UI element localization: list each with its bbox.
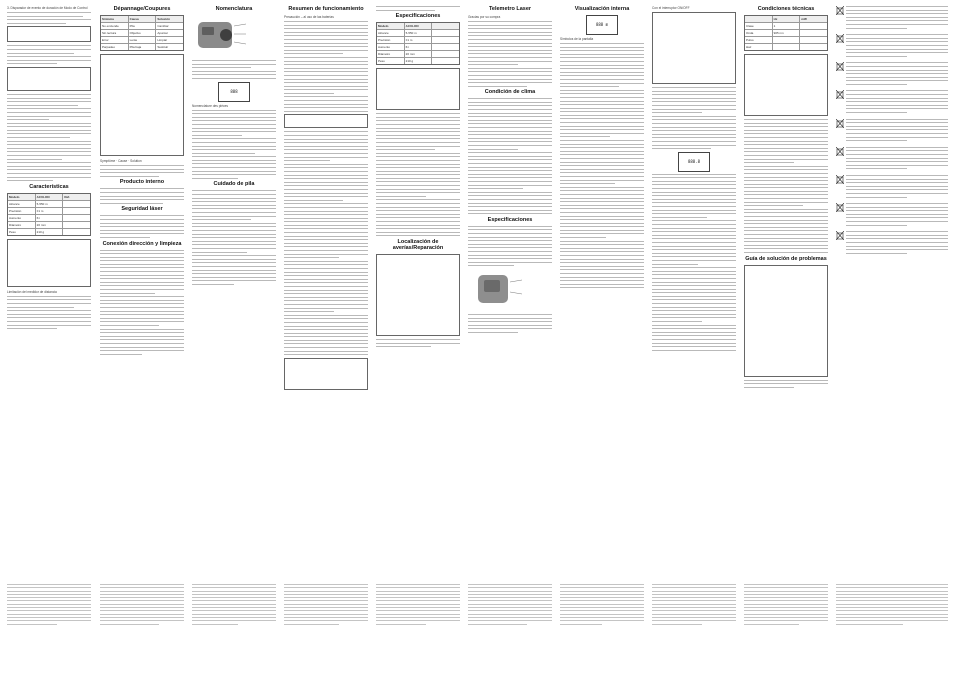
column-4	[284, 6, 368, 576]
recycle-note-9	[836, 231, 948, 256]
display-heading: Visualización interna	[574, 6, 630, 12]
recycle-note-1	[836, 6, 948, 31]
laser-safety-heading: Seguridad láser	[121, 206, 163, 213]
repair-table	[376, 254, 460, 336]
column-5-intro: Precaución – al uso de las baterías	[284, 15, 334, 19]
crossed-bin-icon	[836, 147, 844, 156]
recycle-note-3	[836, 62, 948, 87]
operation-box	[284, 114, 368, 128]
specs-heading-2: Especificaciones	[487, 216, 533, 223]
column-8	[652, 6, 736, 576]
column-2-intro: Limitación del medidor de distancia	[7, 289, 57, 294]
lcd-display-3: 888.8	[678, 152, 710, 172]
bottom-block-9	[744, 584, 828, 670]
column-10	[836, 6, 948, 576]
troubleshooting-table-2	[100, 54, 184, 156]
column-6	[468, 6, 552, 576]
crossed-bin-icon	[836, 175, 844, 184]
tech-table-2	[744, 54, 828, 116]
mode-diagram	[7, 67, 91, 91]
operation-table	[284, 358, 368, 390]
crossed-bin-icon	[836, 119, 844, 128]
laser-heading: Telemetro Laser	[488, 6, 532, 12]
column-1	[7, 6, 91, 576]
column-2-heading: Características	[29, 183, 69, 190]
recycle-note-2	[836, 34, 948, 59]
specs-table-2	[7, 239, 91, 287]
column-3-intro: Symptôme · Cause · Solution	[100, 159, 142, 163]
solutions-table	[744, 265, 828, 377]
product-heading: Producto interno	[119, 179, 165, 186]
bottom-block-1	[7, 584, 91, 670]
bottom-block-6	[468, 584, 552, 670]
battery-care-heading: Cuidado de pila	[213, 181, 255, 188]
column-3	[192, 6, 276, 576]
column-7	[560, 6, 644, 576]
rangefinder-illustration	[192, 18, 248, 52]
bottom-block-4	[284, 584, 368, 670]
crossed-bin-icon	[836, 6, 844, 15]
troubleshooting-table: Síntoma Causa Solución No enciende Pila Cambiar Sin lectura Objetivo Apuntar Error Lente Limpiar Parpadeo Pila baja Sustituir	[100, 15, 184, 51]
mode-box	[7, 26, 91, 42]
lcd-display-2: 888 m	[586, 15, 618, 35]
tech-table: Hz mW Clase 1 Onda 905 nm Pulso Haz	[744, 15, 828, 51]
specs-table-es-2	[376, 68, 460, 110]
recycle-note-4	[836, 90, 948, 115]
solutions-heading: Guía de solución de problemas	[745, 255, 827, 262]
bottom-block-10	[836, 584, 948, 670]
crossed-bin-icon	[836, 90, 844, 99]
column-7-intro: Símbolos de la pantalla	[560, 37, 594, 41]
column-2	[100, 6, 184, 576]
specs-table: Modelo ACULON Ref. Alcance 5-550 m Precisión ±1 m Aumento 6× Diámetro 20 mm Peso 210 g	[7, 193, 91, 236]
troubleshooting-heading: Dépannage/Coupures	[113, 6, 171, 12]
crossed-bin-icon	[836, 231, 844, 240]
bottom-block-5	[376, 584, 460, 670]
column-6-intro: Gracias por su compra	[468, 15, 501, 19]
specs-table-es: Modelo ACULON Alcance 5-550 m Precisión ±1 m Aumento 6× Diámetro 20 mm Peso 210 g	[376, 22, 460, 65]
bottom-block-3	[192, 584, 276, 670]
bottom-block-8	[652, 584, 736, 670]
recycle-note-6	[836, 147, 948, 172]
column-5	[376, 6, 460, 576]
cleaning-heading: Conexión dirección y limpieza	[102, 240, 182, 247]
recycle-note-8	[836, 203, 948, 228]
crossed-bin-icon	[836, 62, 844, 71]
column-4-intro: Nomenclature des pièces	[192, 103, 228, 108]
repair-heading: Localización de averías/Reparación	[392, 238, 444, 251]
lcd-display-1: 888	[218, 82, 250, 102]
recycle-note-5	[836, 119, 948, 144]
display-diagram	[652, 12, 736, 84]
column-1-intro: 3. Disparador de evento de duración de Modo de Control	[7, 6, 88, 10]
bottom-block-7	[560, 584, 644, 670]
column-1-text	[7, 12, 91, 24]
nomenclature-heading: Nomenclatura	[215, 6, 253, 12]
column-8-intro: Con el interruptor ON/OFF	[652, 6, 690, 10]
tech-heading: Condiciones técnicas	[757, 6, 815, 12]
crossed-bin-icon	[836, 34, 844, 43]
climate-heading: Condición de clima	[484, 89, 536, 96]
column-9	[744, 6, 828, 576]
bottom-block-2	[100, 584, 184, 670]
recycle-note-7	[836, 175, 948, 200]
specs-heading-es: Especificaciones	[395, 13, 441, 20]
operation-heading: Resumen de funcionamiento	[288, 6, 364, 12]
crossed-bin-icon	[836, 203, 844, 212]
rangefinder-illustration-2	[468, 272, 524, 306]
